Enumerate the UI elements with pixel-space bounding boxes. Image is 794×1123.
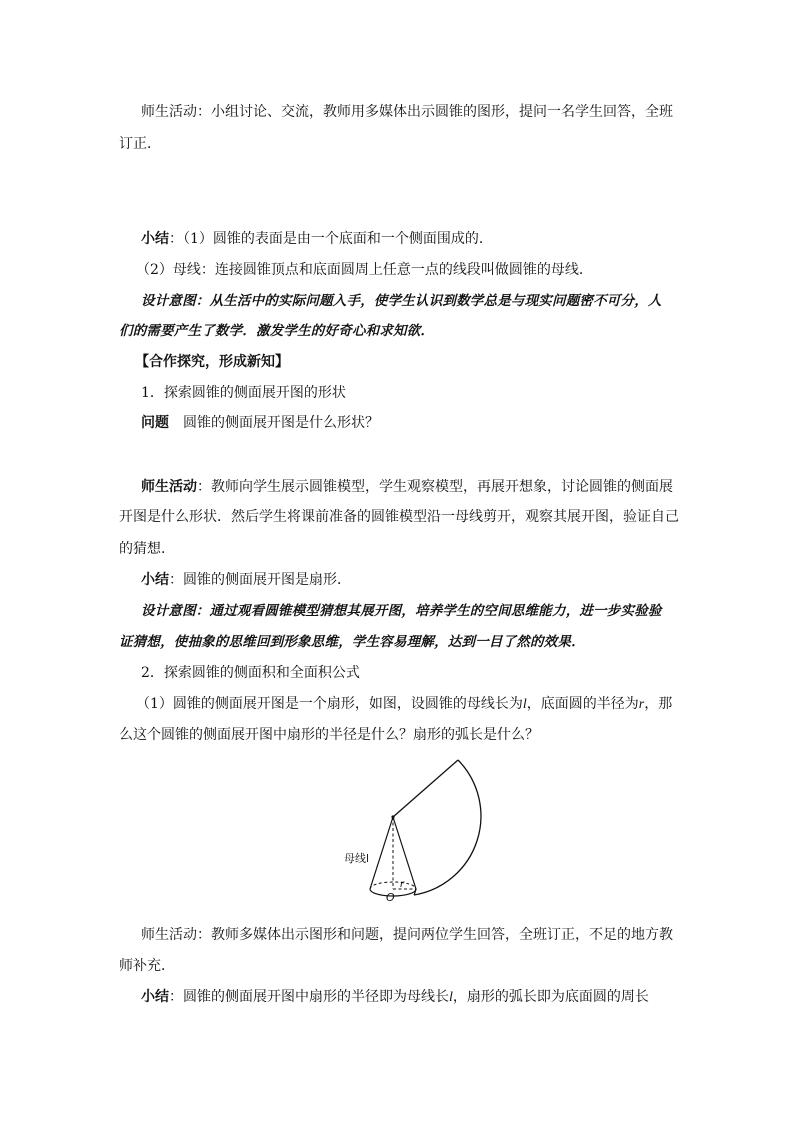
activity-label: 师生活动 [141,104,197,120]
paragraph-teacher-activity-3: 师生活动：教师多媒体出示图形和问题，提问两位学生回答，全班订正，不足的地方教 [141,927,673,943]
paragraph-teacher-activity-1: 师生活动：小组讨论、交流，教师用多媒体出示圆锥的图形，提问一名学生回答，全班 [141,104,673,120]
cone-right-generatrix [393,817,416,889]
paragraph-teacher-activity-2: 师生活动：教师向学生展示圆锥模型，学生观察模型，再展开想象，讨论圆锥的侧面展 [141,479,673,495]
summary-1-item-2: （2）母线：连接圆锥顶点和底面圆周上任意一点的线段叫做圆锥的母线． [136,262,593,278]
design-intent-1: 设计意图：从生活中的实际问题入手，使学生认识到数学总是与现实问题密不可分，人 [141,293,662,309]
question-1: （1）圆锥的侧面展开图是一个扇形，如图，设圆锥的母线长为l，底面圆的半径为r，那 [136,696,673,712]
paragraph-teacher-activity-1-cont: 订正． [119,136,161,152]
paragraph-teacher-activity-2-end: 的猜想． [119,541,175,557]
question: 问题 圆锥的侧面展开图是什么形状？ [141,415,379,431]
summary-2: 小结：圆锥的侧面展开图是扇形． [141,572,351,588]
design-intent-2: 设计意图：通过观看圆锥模型猜想其展开图，培养学生的空间思维能力，进一步实验验 [141,603,662,619]
activity-label: 师生活动 [141,927,197,943]
design-intent-1-cont: 们的需要产生了数学．激发学生的好奇心和求知欲． [119,323,435,339]
generatrix-label: 母线l [344,852,370,865]
question-label: 问题 [141,415,169,431]
summary-label: 小结 [141,989,169,1005]
question-1-cont: 么这个圆锥的侧面展开图中扇形的半径是什么？扇形的弧长是什么？ [119,727,539,743]
cone-development-figure [330,755,510,915]
paragraph-teacher-activity-2-cont: 开图是什么形状．然后学生将课前准备的圆锥模型沿一母线剪开，观察其展开图，验证自己 [119,509,679,525]
summary-label: 小结 [141,231,169,247]
center-label: O [386,891,395,904]
sector-arc [414,760,481,895]
summary-label: 小结 [141,572,169,588]
radius-label: r [400,879,405,890]
activity-label: 师生活动 [141,479,197,495]
cone-apex [391,815,394,818]
design-intent-2-cont: 证猜想，使抽象的思维回到形象思维，学生容易理解，达到一目了然的效果． [119,634,585,650]
summary-1: 小结：（1）圆锥的表面是由一个底面和一个侧面围成的． [141,231,493,247]
summary-3: 小结：圆锥的侧面展开图中扇形的半径即为母线长l，扇形的弧长即为底面圆的周长 [141,989,649,1005]
sector-radius-line [393,760,458,817]
paragraph-teacher-activity-3-cont: 师补充． [119,958,175,974]
item-2: 2．探索圆锥的侧面积和全面积公式 [141,665,360,681]
section-heading: 【合作探究，形成新知】 [135,354,289,370]
item-1: 1．探索圆锥的侧面展开图的形状 [141,385,346,401]
cone-left-generatrix [370,817,393,889]
